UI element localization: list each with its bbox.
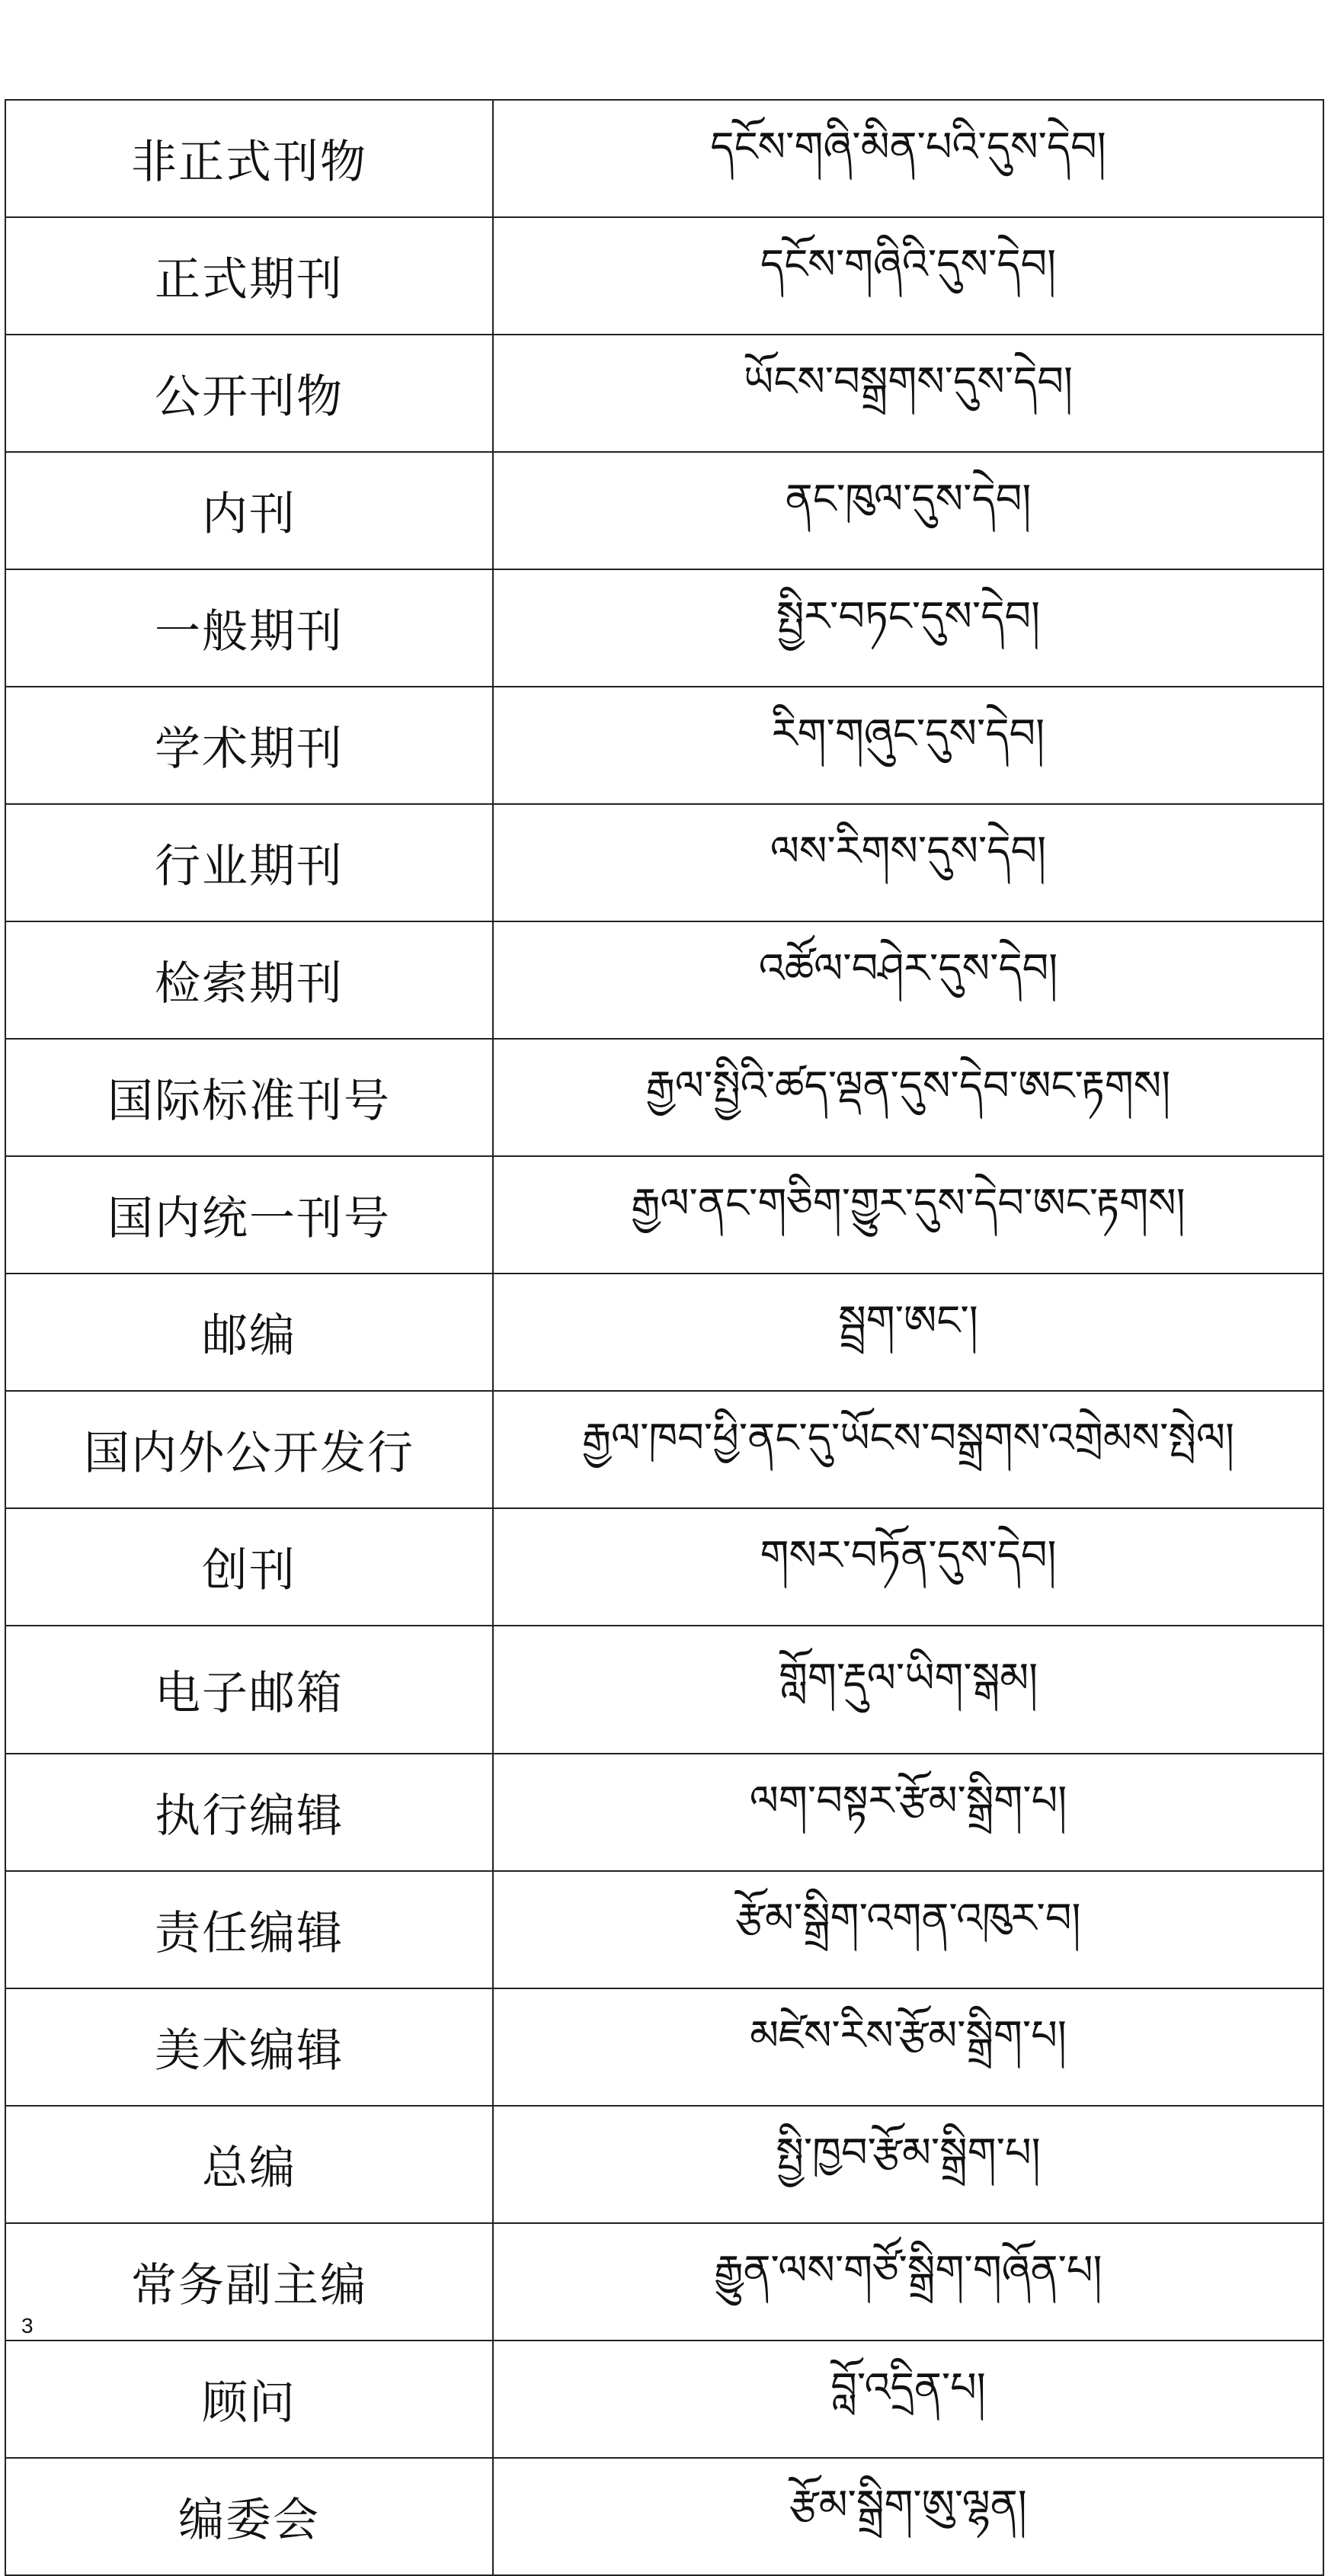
tibetan-term-cell: སྦྲག་ཨང་། [493, 1274, 1323, 1391]
tibetan-term-cell: རྩོམ་སྒྲིག་ཨུ་ལྷན། [493, 2458, 1323, 2575]
tibetan-term-cell: གསར་བཏོན་དུས་དེབ། [493, 1508, 1323, 1626]
chinese-term-cell: 常务副主编 [5, 2223, 493, 2341]
tibetan-term-cell: རྩོམ་སྒྲིག་འགན་འཁུར་བ། [493, 1871, 1323, 1988]
tibetan-term-cell: མཛེས་རིས་རྩོམ་སྒྲིག་པ། [493, 1988, 1323, 2106]
table-row [5, 2223, 1323, 2341]
table-row [5, 1156, 1323, 1274]
tibetan-term-cell: བློ་འདྲིན་པ། [493, 2341, 1323, 2458]
chinese-term-cell: 国内外公开发行 [5, 1391, 493, 1508]
chinese-term-cell: 执行编辑 [5, 1754, 493, 1871]
chinese-term-cell: 责任编辑 [5, 1871, 493, 1988]
chinese-term-cell: 创刊 [5, 1508, 493, 1626]
table-row [5, 1754, 1323, 1871]
tibetan-term-cell: རྒྱལ་སྤྱིའི་ཚད་ལྡན་དུས་དེབ་ཨང་རྟགས། [493, 1039, 1323, 1156]
chinese-term-cell: 总编 [5, 2106, 493, 2223]
tibetan-term-cell: ཡོངས་བསྒྲགས་དུས་དེབ། [493, 335, 1323, 452]
page-number: 3 [21, 2314, 34, 2337]
chinese-term-cell: 编委会 [5, 2458, 493, 2575]
chinese-term-cell: 国际标准刊号 [5, 1039, 493, 1156]
chinese-term-cell: 行业期刊 [5, 804, 493, 921]
chinese-term-cell: 顾问 [5, 2341, 493, 2458]
chinese-term-cell: 邮编 [5, 1274, 493, 1391]
chinese-term-cell: 检索期刊 [5, 921, 493, 1039]
tibetan-term-cell: ལག་བསྟར་རྩོམ་སྒྲིག་པ། [493, 1754, 1323, 1871]
chinese-term-cell: 内刊 [5, 452, 493, 569]
tibetan-term-cell: དངོས་གཞི་མིན་པའི་དུས་དེབ། [493, 100, 1323, 217]
table-row [5, 2341, 1323, 2458]
tibetan-term-cell: ལས་རིགས་དུས་དེབ། [493, 804, 1323, 921]
chinese-term-cell: 一般期刊 [5, 569, 493, 687]
table-row [5, 1871, 1323, 1988]
chinese-term-cell: 非正式刊物 [5, 100, 493, 217]
table-row [5, 1508, 1323, 1626]
table-row [5, 1039, 1323, 1156]
table-row [5, 1626, 1323, 1754]
chinese-term-cell: 美术编辑 [5, 1988, 493, 2106]
table-row [5, 1274, 1323, 1391]
chinese-term-cell: 公开刊物 [5, 335, 493, 452]
chinese-term-cell: 电子邮箱 [5, 1626, 493, 1754]
tibetan-term-cell: དངོས་གཞིའི་དུས་དེབ། [493, 217, 1323, 335]
tibetan-term-cell: རྒྱལ་ཁབ་ཕྱི་ནང་དུ་ཡོངས་བསྒྲགས་འགྲེམས་སྤེལ། [493, 1391, 1323, 1508]
chinese-term-cell: 学术期刊 [5, 687, 493, 804]
table-row [5, 100, 1323, 217]
tibetan-term-cell: སྤྱི་ཁྱབ་རྩོམ་སྒྲིག་པ། [493, 2106, 1323, 2223]
table-row [5, 452, 1323, 569]
tibetan-term-cell: གློག་རྡུལ་ཡིག་སྒམ། [493, 1626, 1323, 1754]
table-row [5, 2106, 1323, 2223]
tibetan-term-cell: རྒྱལ་ནང་གཅིག་གྱུར་དུས་དེབ་ཨང་རྟགས། [493, 1156, 1323, 1274]
table-row [5, 1988, 1323, 2106]
tibetan-term-cell: སྤྱིར་བཏང་དུས་དེབ། [493, 569, 1323, 687]
table-row [5, 217, 1323, 335]
glossary-table-body [5, 100, 1323, 2575]
table-row [5, 1391, 1323, 1508]
tibetan-term-cell: རྒྱུན་ལས་གཙོ་སྒྲིག་གཞོན་པ། [493, 2223, 1323, 2341]
chinese-term-cell: 正式期刊 [5, 217, 493, 335]
table-row [5, 687, 1323, 804]
tibetan-term-cell: རིག་གཞུང་དུས་དེབ། [493, 687, 1323, 804]
tibetan-term-cell: འཚོལ་བཤེར་དུས་དེབ། [493, 921, 1323, 1039]
table-row [5, 569, 1323, 687]
table-row [5, 804, 1323, 921]
table-row [5, 335, 1323, 452]
table-row [5, 921, 1323, 1039]
glossary-table [5, 99, 1324, 2576]
table-row [5, 2458, 1323, 2575]
tibetan-term-cell: ནང་ཁུལ་དུས་དེབ། [493, 452, 1323, 569]
chinese-term-cell: 国内统一刊号 [5, 1156, 493, 1274]
